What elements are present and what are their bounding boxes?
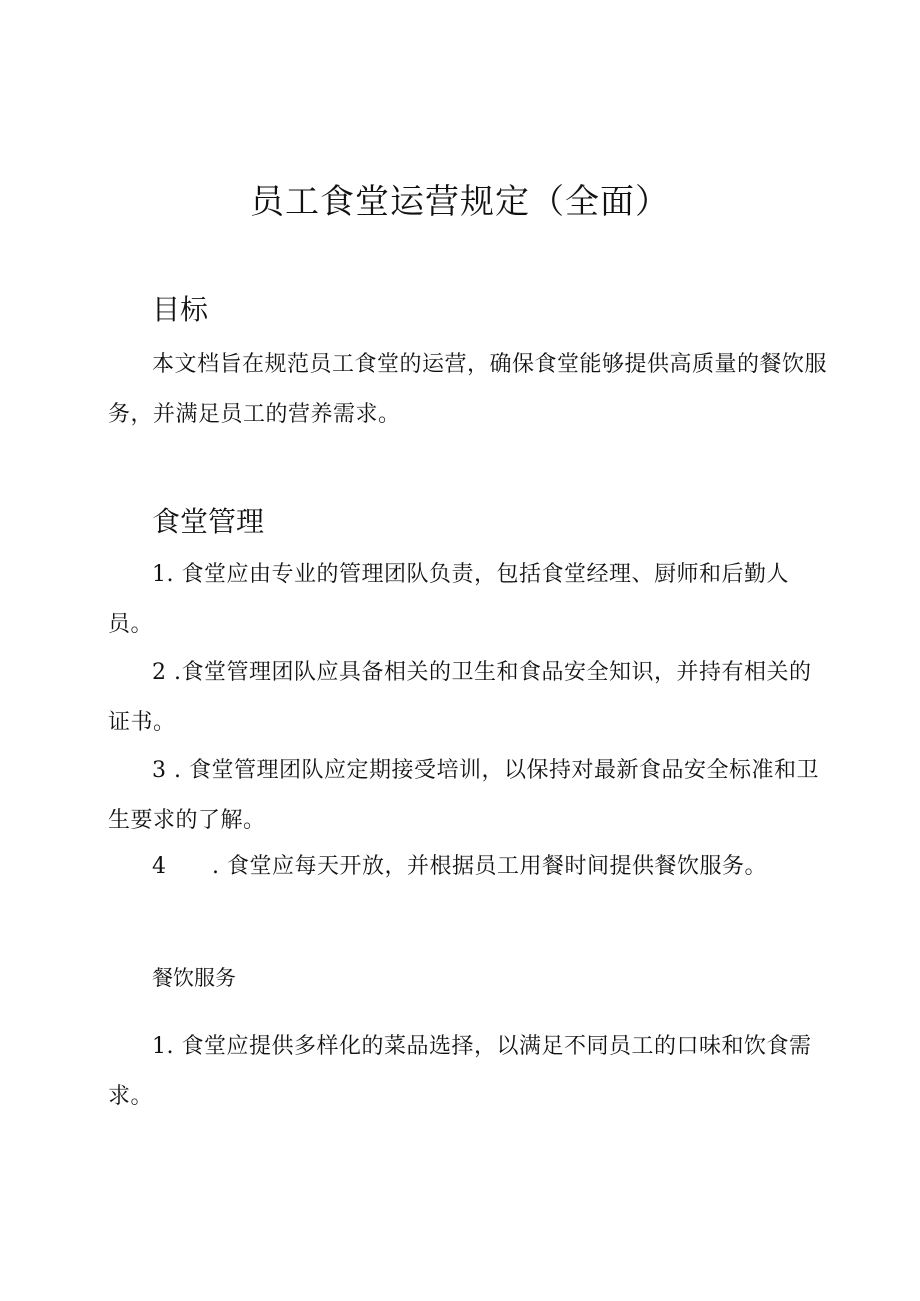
document-title: 员工食堂运营规定（全面） (250, 182, 670, 222)
management-item-3 (108, 746, 828, 846)
item-text: . 食堂应每天开放，并根据员工用餐时间提供餐饮服务。 (212, 854, 767, 879)
management-item-1 (108, 550, 828, 650)
section-heading-goal: 目标 (152, 293, 209, 326)
item-number: 2 (152, 660, 167, 685)
section-heading-management: 食堂管理 (152, 505, 265, 538)
item-number: 1. (152, 1034, 174, 1059)
management-item-2 (108, 648, 828, 748)
item-text: . 食堂管理团队应定期接受培训，以保持对最新食品安全标准和卫生要求的了解。 (108, 758, 819, 833)
item-text: 食堂应提供多样化的菜品选择，以满足不同员工的口味和饮食需求。 (108, 1034, 812, 1109)
item-number: 4 (152, 854, 167, 879)
item-number: 1 (152, 562, 167, 587)
item-text: . 食堂应由专业的管理团队负责，包括食堂经理、厨师和后勤人员。 (108, 562, 789, 637)
section-heading-service: 餐饮服务 (152, 966, 236, 990)
item-number: 3 (152, 758, 167, 783)
goal-paragraph: 本文档旨在规范员工食堂的运营，确保食堂能够提供高质量的餐饮服务，并满足员工的营养需求。 (108, 352, 828, 427)
service-item-1 (108, 1022, 828, 1122)
management-item-4 (108, 842, 828, 892)
item-text: .食堂管理团队应具备相关的卫生和食品安全知识，并持有相关的证书。 (108, 660, 812, 735)
